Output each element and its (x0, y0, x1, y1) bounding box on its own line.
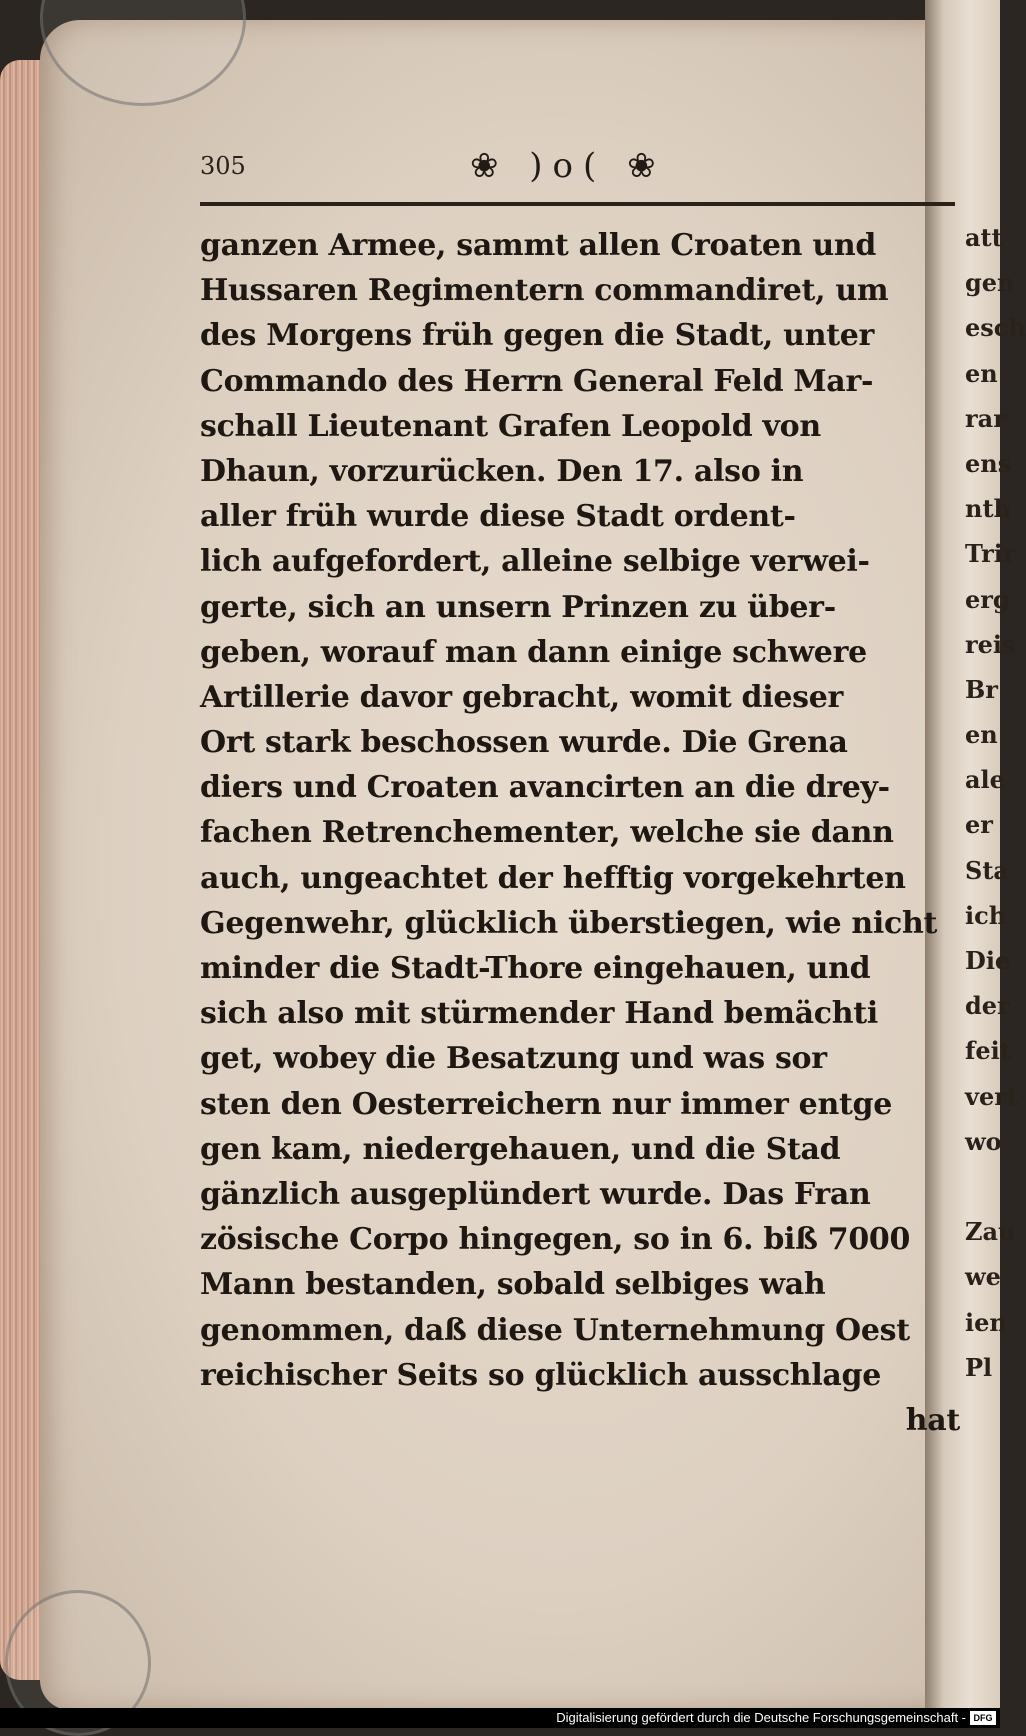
margin-fragment: wo (965, 1126, 1002, 1156)
margin-fragment: reis (965, 629, 1016, 659)
margin-fragment (965, 1164, 1000, 1209)
text-line: Mann bestanden, sobald selbiges wah (200, 1267, 826, 1303)
text-line: genommen, daß diese Unternehmung Oest (200, 1312, 910, 1348)
footer-credit: Digitalisierung gefördert durch die Deutsche Forschungsgemeinschaft - (556, 1710, 966, 1725)
dfg-logo: DFG (970, 1711, 996, 1725)
text-line: Hussaren Regimentern commandiret, um (200, 273, 889, 309)
header-ornament: ❀ )o( ❀ (470, 146, 666, 186)
margin-fragment: ich (965, 900, 1007, 930)
margin-fragment: der (965, 991, 1010, 1021)
text-line: minder die Stadt-Thore eingehauen, und (200, 951, 871, 986)
text-line: sich also mit stürmender Hand bemächti (200, 996, 878, 1032)
text-line: sten den Oesterreichern nur immer entge (200, 1086, 892, 1122)
text-line: geben, worauf man dann einige schwere (200, 634, 867, 670)
margin-fragment (965, 1390, 1000, 1435)
margin-fragment: Die (965, 946, 1011, 975)
text-line: Artillerie davor gebracht, womit dieser (200, 679, 843, 715)
margin-fragment: er (965, 810, 993, 840)
margin-fragment: en (965, 720, 998, 750)
margin-fragment: Pl (965, 1352, 993, 1382)
margin-fragment: feit (965, 1036, 1011, 1066)
text-line: lich aufgefordert, alleine selbige verwei- (200, 544, 870, 580)
text-line: Commando des Herrn General Feld Mar- (200, 363, 874, 399)
text-line: auch, ungeachtet der hefftig vorgekehrten (200, 860, 906, 896)
margin-fragment: Sta (965, 855, 1009, 885)
facing-page-text-fragments (965, 215, 1026, 1435)
text-line: schall Lieutenant Grafen Leopold von (200, 408, 821, 444)
margin-fragment: esch (965, 313, 1026, 343)
text-line: zösische Corpo hingegen, so in 6. biß 7000 (200, 1222, 911, 1258)
text-line: gerte, sich an unsern Prinzen zu über- (200, 589, 836, 625)
text-line: diers und Croaten avancirten an die drey- (200, 770, 890, 806)
margin-fragment: erg (965, 584, 1010, 614)
text-line: hat (905, 1402, 960, 1438)
text-line: Dhaun, vorzurücken. Den 17. also in (200, 453, 804, 489)
margin-fragment: Zau (965, 1217, 1016, 1247)
text-line: ganzen Armee, sammt allen Croaten und (200, 228, 877, 263)
margin-fragment: Br (965, 674, 998, 704)
margin-fragment: nth (965, 494, 1011, 524)
margin-fragment: ale (965, 765, 1005, 795)
margin-fragment: vert (965, 1081, 1018, 1111)
text-line: gen kam, niedergehauen, und die Stad (200, 1131, 841, 1167)
footer-bar (0, 1708, 1000, 1728)
margin-fragment: att (965, 223, 1003, 252)
text-line: fachen Retrenchementer, welche sie dann (200, 815, 894, 851)
body-text (200, 223, 960, 1443)
text-line: Gegenwehr, glücklich überstiegen, wie nicht (200, 905, 938, 941)
margin-fragment: gen (965, 268, 1015, 298)
text-line: reichischer Seits so glücklich ausschlage (200, 1357, 882, 1393)
text-line: aller früh wurde diese Stadt ordent- (200, 499, 796, 535)
margin-fragment: we (965, 1262, 1001, 1292)
text-line: gänzlich ausgeplündert wurde. Das Fran (200, 1176, 871, 1212)
margin-fragment: Trir (965, 539, 1016, 569)
page-number: 305 (200, 152, 246, 180)
text-line: get, wobey die Besatzung und was sor (200, 1041, 827, 1077)
margin-fragment: ens (965, 448, 1012, 478)
margin-fragment: ien (965, 1307, 1007, 1337)
header-rule (200, 202, 955, 206)
text-line: des Morgens früh gegen die Stadt, unter (200, 318, 875, 354)
margin-fragment: rar (965, 403, 1006, 433)
text-line: Ort stark beschossen wurde. Die Grena (200, 725, 848, 761)
margin-fragment: en (965, 358, 998, 388)
running-head (200, 146, 960, 204)
